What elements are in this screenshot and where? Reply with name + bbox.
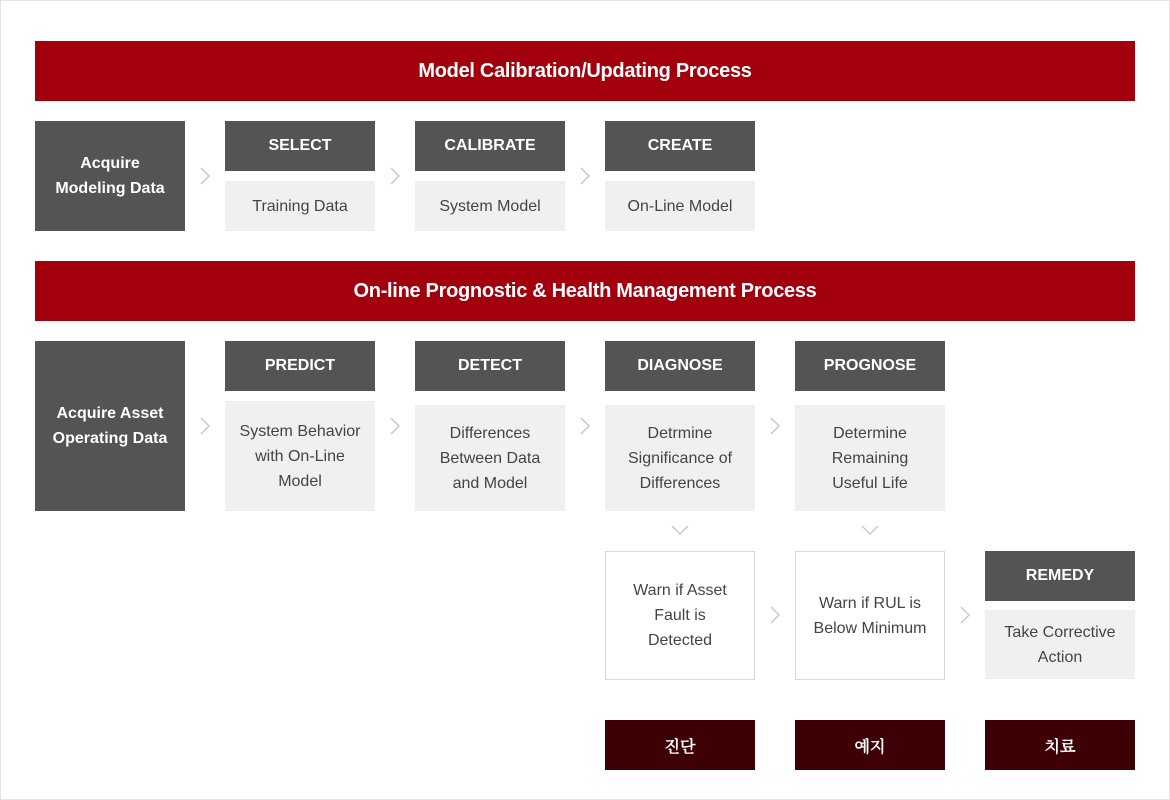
warn-asset-fault-box: Warn if Asset Fault is Detected (605, 551, 755, 680)
phm-process-banner (35, 261, 1135, 321)
calibrate-step-header: CALIBRATE (415, 121, 565, 171)
phm-process-title: On-line Prognostic & Health Management Process (353, 279, 817, 302)
calibration-process-banner (35, 41, 1135, 101)
acquire-asset-operating-data-box: Acquire Asset Operating Data (35, 341, 185, 511)
chevron-right-icon (195, 416, 215, 436)
predict-step-header: PREDICT (225, 341, 375, 391)
prognose-step-header: PROGNOSE (795, 341, 945, 391)
diagnose-step-header: DIAGNOSE (605, 341, 755, 391)
select-step-header: SELECT (225, 121, 375, 171)
chevron-right-icon (765, 605, 785, 625)
chevron-right-icon (955, 605, 975, 625)
create-step-header: CREATE (605, 121, 755, 171)
calibration-process-title: Model Calibration/Updating Process (418, 59, 752, 82)
chevron-right-icon (385, 416, 405, 436)
prognose-step-body: Determine Remaining Useful Life (795, 405, 945, 511)
detect-step-body: Differences Between Data and Model (415, 405, 565, 511)
chevron-down-icon (860, 521, 880, 541)
calibrate-step-body: System Model (415, 181, 565, 231)
diagnosis-label: 진단 (605, 720, 755, 770)
treatment-label: 치료 (985, 720, 1135, 770)
warn-rul-box: Warn if RUL is Below Minimum (795, 551, 945, 680)
remedy-step-body: Take Corrective Action (985, 610, 1135, 679)
chevron-down-icon (670, 521, 690, 541)
detect-step-header: DETECT (415, 341, 565, 391)
chevron-right-icon (575, 416, 595, 436)
predict-step-body: System Behavior with On-Line Model (225, 401, 375, 511)
chevron-right-icon (385, 166, 405, 186)
prognosis-label: 예지 (795, 720, 945, 770)
chevron-right-icon (195, 166, 215, 186)
chevron-right-icon (765, 416, 785, 436)
remedy-step-header: REMEDY (985, 551, 1135, 601)
chevron-right-icon (575, 166, 595, 186)
select-step-body: Training Data (225, 181, 375, 231)
create-step-body: On-Line Model (605, 181, 755, 231)
acquire-modeling-data-box: Acquire Modeling Data (35, 121, 185, 231)
diagnose-step-body: Detrmine Significance of Differences (605, 405, 755, 511)
